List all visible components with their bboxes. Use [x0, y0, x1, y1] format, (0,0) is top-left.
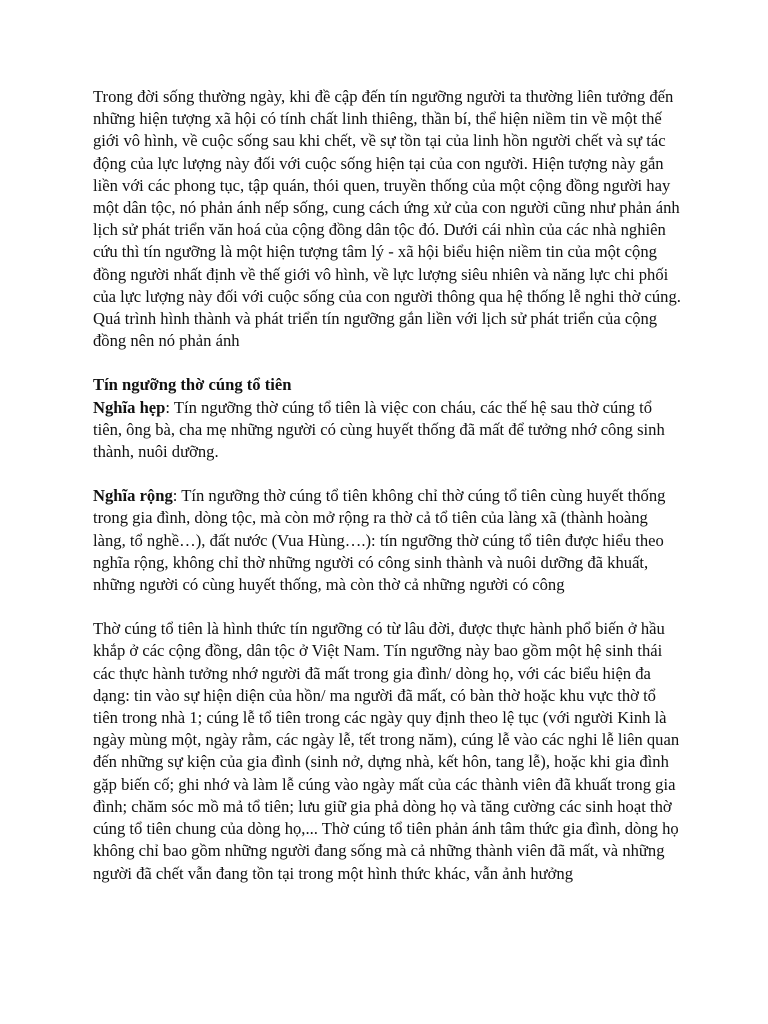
- practice-paragraph: Thờ cúng tổ tiên là hình thức tín ngưỡng có từ lâu đời, được thực hành phổ biến ở hầu khắp ở các cộng đồng, dân tộc ở Việt Nam. Tín ngưỡng này bao gồm một hệ sinh thái các thực hành tưởng nhớ người đã mất trong gia đình/ dòng họ, với các biểu hiện đa dạng: tin vào sự hiện diện của hồn/ ma người đã mất, có bàn thờ hoặc khu vực thờ tổ tiên trong nhà 1; cúng lễ tổ tiên trong các ngày quy định theo lệ tục (với người Kinh là ngày mùng một, ngày rằm, các ngày lễ, tết trong năm), cúng lễ vào các nghi lễ liên quan đến những sự kiện của gia đình (sinh nở, dựng nhà, kết hôn, tang lễ), hoặc khi gia đình gặp biến cố; ghi nhớ và làm lễ cúng vào ngày mất của các thành viên đã khuất trong gia đình; chăm sóc mồ mả tổ tiên; lưu giữ gia phả dòng họ và tăng cường các sinh hoạt thờ cúng tổ tiên chung của dòng họ,... Thờ cúng tổ tiên phản ánh tâm thức gia đình, dòng họ không chỉ bao gồm những người đang sống mà cả những thành viên đã mất, và những người đã chết vẫn đang tồn tại trong một hình thức khác, vẫn ảnh hưởng: [93, 619, 680, 883]
- broad-meaning-text: : Tín ngưỡng thờ cúng tổ tiên không chỉ thờ cúng tổ tiên cùng huyết thống trong gia đình, dòng tộc, mà còn mở rộng ra thờ cả tổ tiên của làng xã (thành hoàng làng, tổ nghề…), đất nước (Vua Hùng….): tín ngưỡng thờ cúng tổ tiên được hiểu theo nghĩa rộng, không chỉ thờ những người có công sinh thành và nuôi dưỡng đã khuất, những người có cùng huyết thống, mà còn thờ cả những người có công: [93, 486, 666, 595]
- broad-meaning-paragraph: [93, 485, 683, 596]
- section-heading: Tín ngưỡng thờ cúng tổ tiên: [93, 375, 292, 395]
- intro-paragraph: Trong đời sống thường ngày, khi đề cập đến tín ngưỡng người ta thường liên tưởng đến những hiện tượng xã hội có tính chất linh thiêng, thần bí, thể hiện niềm tin về một thế giới vô hình, về cuộc sống sau khi chết, về sự tồn tại của linh hồn người chết và sự tác động của lực lượng này đối với cuộc sống hiện tại của con người. Hiện tượng này gắn liền với các phong tục, tập quán, thói quen, truyền thống của một cộng đồng người hay một dân tộc, nó phản ánh nếp sống, cung cách ứng xử của con người cũng như phản ánh lịch sử phát triển văn hoá của cộng đồng dân tộc đó. Dưới cái nhìn của các nhà nghiên cứu thì tín ngưỡng là một hiện tượng tâm lý - xã hội biểu hiện niềm tin của một cộng đồng người nhất định về thế giới vô hình, về lực lượng siêu nhiên và năng lực chi phối của lực lượng này đối với cuộc sống của con người thông qua hệ thống lễ nghi thờ cúng. Quá trình hình thành và phát triển tín ngưỡng gắn liền với lịch sử phát triển của cộng đồng nên nó phản ánh: [93, 87, 681, 351]
- narrow-meaning-text: : Tín ngưỡng thờ cúng tổ tiên là việc con cháu, các thế hệ sau thờ cúng tổ tiên, ông bà, cha mẹ những người có cùng huyết thống đã mất để tưởng nhớ công sinh thành, nuôi dưỡng.: [93, 397, 665, 462]
- document-page: [93, 86, 683, 885]
- narrow-meaning-term: Nghĩa hẹp: [93, 397, 166, 417]
- narrow-meaning-paragraph: [93, 397, 683, 464]
- broad-meaning-term: Nghĩa rộng: [93, 486, 173, 506]
